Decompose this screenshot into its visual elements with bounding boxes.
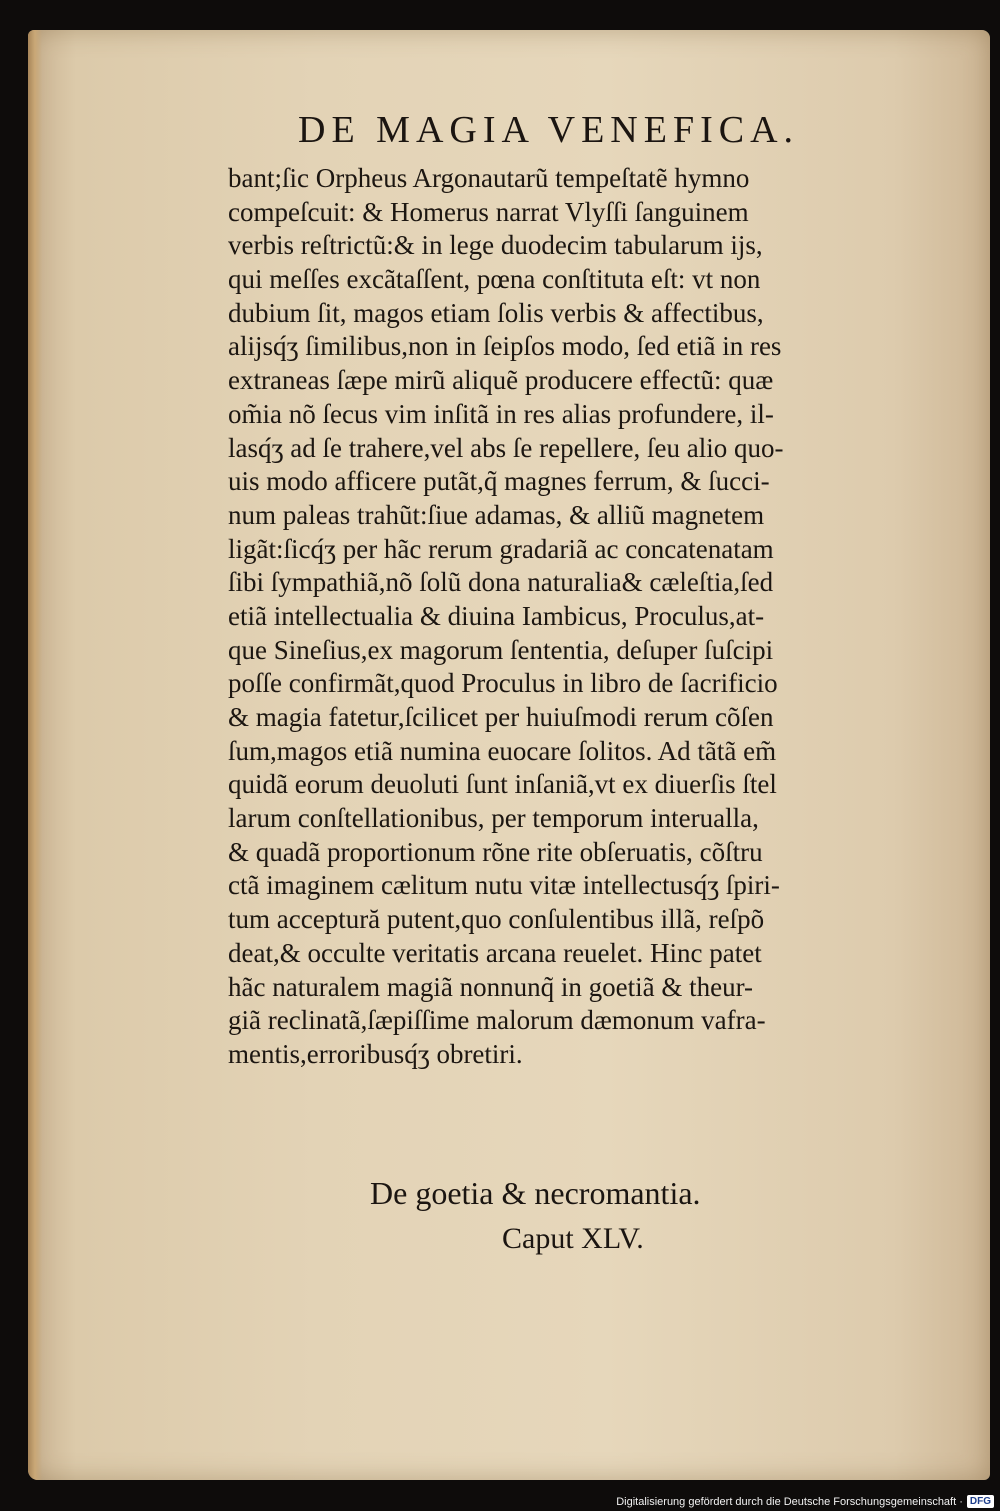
dfg-logo: DFG xyxy=(967,1495,994,1508)
digitization-credit xyxy=(616,1495,994,1508)
text-line: & magia fatetur,ſcilicet per huiuſmodi rerum cõſen xyxy=(228,702,774,732)
body-text xyxy=(228,162,928,1072)
text-line: compeſcuit: & Homerus narrat Vlyſſi ſanguinem xyxy=(228,196,749,227)
text-line: giã reclinatã,ſæpiſſime malorum dæmonum vafra- xyxy=(228,1005,766,1036)
running-head: DE MAGIA VENEFICA. xyxy=(298,109,800,151)
chapter-heading: De goetia & necromantia. xyxy=(370,1175,701,1211)
text-line: om̃ia nõ ſecus vim inſitã in res alias profundere, il- xyxy=(228,398,774,429)
text-line: verbis reſtrictũ:& in lege duodecim tabularum ijs, xyxy=(228,230,763,261)
text-line: uis modo afficere putãt,q̃ magnes ferrum, & ſucci- xyxy=(228,466,770,497)
text-line: que Sineſius,ex magorum ſententia, deſuper ſuſcipi xyxy=(228,634,774,665)
text-line: ſibi ſympathiã,nõ ſolũ dona naturalia& cæleſtia,ſed xyxy=(228,567,774,598)
text-line: num paleas trahũt:ſiue adamas, & alliũ magnetem xyxy=(228,499,765,530)
text-line: bant;ſic Orpheus Argonautarũ tempeſtatẽ hymno xyxy=(228,163,750,193)
text-line: ligãt:ſicq́ʒ per hãc rerum gradariã ac concatenatam xyxy=(228,533,774,564)
book-page xyxy=(28,30,990,1480)
text-line: ctã imaginem cælitum nutu vitæ intellectusq́ʒ ſpiri- xyxy=(228,870,780,901)
text-line: dubium ſit, magos etiam ſolis verbis & affectibus, xyxy=(228,297,764,328)
chapter-number: Caput XLV. xyxy=(502,1222,644,1255)
text-line: deat,& occulte veritatis arcana reuelet. Hinc patet xyxy=(228,937,762,968)
credit-text: Digitalisierung gefördert durch die Deutsche Forschungsgemeinschaft · xyxy=(616,1495,963,1508)
page-binding-edge xyxy=(28,30,42,1480)
text-line: lasq́ʒ ad ſe trahere,vel abs ſe repellere, ſeu alio quo- xyxy=(228,432,784,463)
text-line: qui meſſes excãtaſſent, pœna conſtituta eſt: vt non xyxy=(228,264,761,295)
text-line: poſſe confirmãt,quod Proculus in libro de ſacrificio xyxy=(228,668,778,699)
text-line: quidã eorum deuoluti ſunt inſaniã,vt ex diuerſis ſtel xyxy=(228,769,777,800)
text-line: alijsq́ʒ ſimilibus,non in ſeipſos modo, ſed etiã in res xyxy=(228,331,782,362)
text-line: mentis,erroribusq́ʒ obretiri. xyxy=(228,1038,523,1069)
text-line: tum acceptură putent,quo conſulentibus illã, reſpõ xyxy=(228,904,765,935)
text-line: hãc naturalem magiã nonnunq̃ in goetiã & theur- xyxy=(228,971,754,1002)
text-line: & quadã proportionum rõne rite obſeruatis, cõſtru xyxy=(228,836,763,867)
text-line: extraneas ſæpe mirũ aliquẽ producere effectũ: quæ xyxy=(228,365,774,396)
text-line: larum conſtellationibus, per temporum interualla, xyxy=(228,803,759,834)
text-line: etiã intellectualia & diuina Iambicus, Proculus,at- xyxy=(228,600,765,631)
text-line: ſum,magos etiã numina euocare ſolitos. Ad tãtã em̃ xyxy=(228,735,777,766)
